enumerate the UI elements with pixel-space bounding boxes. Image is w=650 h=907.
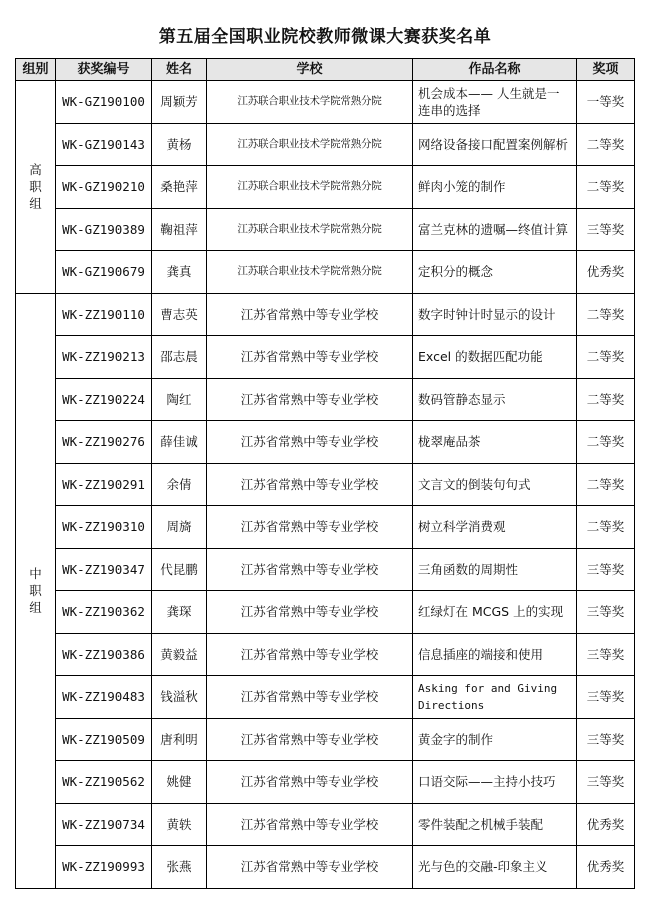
work-title-cell: 栊翠庵品茶	[413, 421, 577, 464]
work-title-cell: 数码管静态显示	[413, 378, 577, 421]
name-cell: 鞠祖萍	[152, 208, 207, 251]
table-row	[16, 676, 635, 719]
award-code-cell: WK-ZZ190110	[56, 293, 152, 336]
award-code-cell: WK-GZ190679	[56, 251, 152, 294]
name-cell: 黄轶	[152, 803, 207, 846]
table-body	[16, 81, 635, 889]
name-cell: 余倩	[152, 463, 207, 506]
work-title-cell: Excel 的数据匹配功能	[413, 336, 577, 379]
award-code-cell: WK-ZZ190734	[56, 803, 152, 846]
prize-cell: 二等奖	[577, 506, 635, 549]
work-title-cell: 光与色的交融-印象主义	[413, 846, 577, 889]
header-work-title: 作品名称	[413, 59, 577, 81]
work-title-cell: 红绿灯在 MCGS 上的实现	[413, 591, 577, 634]
table-row	[16, 208, 635, 251]
name-cell: 黄杨	[152, 123, 207, 166]
prize-cell: 优秀奖	[577, 803, 635, 846]
table-row	[16, 251, 635, 294]
group-cell	[16, 293, 56, 888]
work-title-cell: 树立科学消费观	[413, 506, 577, 549]
school-cell: 江苏省常熟中等专业学校	[207, 633, 413, 676]
table-row	[16, 633, 635, 676]
page-title: 第五届全国职业院校教师微课大赛获奖名单	[158, 27, 492, 47]
name-cell: 桑艳萍	[152, 166, 207, 209]
prize-cell: 二等奖	[577, 336, 635, 379]
award-code-cell: WK-ZZ190310	[56, 506, 152, 549]
school-cell: 江苏联合职业技术学院常熟分院	[207, 123, 413, 166]
table-row	[16, 336, 635, 379]
table-row	[16, 81, 635, 124]
award-code-cell: WK-ZZ190386	[56, 633, 152, 676]
school-cell: 江苏省常熟中等专业学校	[207, 761, 413, 804]
work-title-cell: 口语交际——主持小技巧	[413, 761, 577, 804]
work-title-cell: 网络设备接口配置案例解析	[413, 123, 577, 166]
award-code-cell: WK-ZZ190993	[56, 846, 152, 889]
name-cell: 姚健	[152, 761, 207, 804]
work-title-cell: 机会成本—— 人生就是一连串的选择	[413, 81, 577, 124]
table-row	[16, 803, 635, 846]
header-award-code: 获奖编号	[56, 59, 152, 81]
school-cell: 江苏省常熟中等专业学校	[207, 378, 413, 421]
school-cell: 江苏联合职业技术学院常熟分院	[207, 208, 413, 251]
prize-cell: 三等奖	[577, 761, 635, 804]
table-row	[16, 548, 635, 591]
award-code-cell: WK-ZZ190509	[56, 718, 152, 761]
prize-cell: 三等奖	[577, 676, 635, 719]
school-cell: 江苏省常熟中等专业学校	[207, 336, 413, 379]
name-cell: 曹志英	[152, 293, 207, 336]
award-table	[15, 58, 635, 889]
award-code-cell: WK-ZZ190362	[56, 591, 152, 634]
prize-cell: 三等奖	[577, 718, 635, 761]
work-title-cell: 文言文的倒装句句式	[413, 463, 577, 506]
table-header-row	[16, 59, 635, 81]
work-title-cell: 数字时钟计时显示的设计	[413, 293, 577, 336]
name-cell: 周颖芳	[152, 81, 207, 124]
school-cell: 江苏省常熟中等专业学校	[207, 421, 413, 464]
table-row	[16, 591, 635, 634]
award-code-cell: WK-ZZ190213	[56, 336, 152, 379]
group-label: 中职组	[29, 566, 42, 615]
header-school: 学校	[207, 59, 413, 81]
header-group: 组别	[16, 59, 56, 81]
award-code-cell: WK-ZZ190483	[56, 676, 152, 719]
table-row	[16, 378, 635, 421]
award-code-cell: WK-ZZ190562	[56, 761, 152, 804]
award-code-cell: WK-GZ190100	[56, 81, 152, 124]
prize-cell: 二等奖	[577, 123, 635, 166]
group-cell	[16, 81, 56, 294]
school-cell: 江苏省常熟中等专业学校	[207, 591, 413, 634]
school-cell: 江苏省常熟中等专业学校	[207, 548, 413, 591]
award-code-cell: WK-GZ190143	[56, 123, 152, 166]
name-cell: 薛佳诚	[152, 421, 207, 464]
award-code-cell: WK-ZZ190224	[56, 378, 152, 421]
work-title-cell: Asking for and Giving Directions	[413, 676, 577, 719]
prize-cell: 二等奖	[577, 463, 635, 506]
school-cell: 江苏省常熟中等专业学校	[207, 676, 413, 719]
school-cell: 江苏省常熟中等专业学校	[207, 463, 413, 506]
table-row	[16, 293, 635, 336]
school-cell: 江苏省常熟中等专业学校	[207, 293, 413, 336]
table-row	[16, 123, 635, 166]
prize-cell: 三等奖	[577, 591, 635, 634]
award-code-cell: WK-ZZ190291	[56, 463, 152, 506]
name-cell: 钱溢秋	[152, 676, 207, 719]
prize-cell: 优秀奖	[577, 846, 635, 889]
award-code-cell: WK-GZ190389	[56, 208, 152, 251]
work-title-cell: 信息插座的端接和使用	[413, 633, 577, 676]
table-row	[16, 506, 635, 549]
header-name: 姓名	[152, 59, 207, 81]
school-cell: 江苏省常熟中等专业学校	[207, 803, 413, 846]
school-cell: 江苏联合职业技术学院常熟分院	[207, 81, 413, 124]
name-cell: 张燕	[152, 846, 207, 889]
school-cell: 江苏联合职业技术学院常熟分院	[207, 166, 413, 209]
table-row	[16, 463, 635, 506]
table-row	[16, 166, 635, 209]
prize-cell: 三等奖	[577, 208, 635, 251]
name-cell: 龚真	[152, 251, 207, 294]
prize-cell: 一等奖	[577, 81, 635, 124]
header-prize: 奖项	[577, 59, 635, 81]
prize-cell: 三等奖	[577, 633, 635, 676]
prize-cell: 二等奖	[577, 421, 635, 464]
award-code-cell: WK-GZ190210	[56, 166, 152, 209]
name-cell: 陶红	[152, 378, 207, 421]
name-cell: 唐利明	[152, 718, 207, 761]
school-cell: 江苏省常熟中等专业学校	[207, 718, 413, 761]
school-cell: 江苏联合职业技术学院常熟分院	[207, 251, 413, 294]
name-cell: 邵志晨	[152, 336, 207, 379]
name-cell: 黄毅益	[152, 633, 207, 676]
prize-cell: 二等奖	[577, 166, 635, 209]
prize-cell: 优秀奖	[577, 251, 635, 294]
work-title-cell: 三角函数的周期性	[413, 548, 577, 591]
name-cell: 周旖	[152, 506, 207, 549]
school-cell: 江苏省常熟中等专业学校	[207, 846, 413, 889]
name-cell: 代昆鹏	[152, 548, 207, 591]
work-title-cell: 富兰克林的遗嘱—终值计算	[413, 208, 577, 251]
prize-cell: 三等奖	[577, 548, 635, 591]
table-row	[16, 421, 635, 464]
group-label: 高职组	[29, 162, 42, 212]
work-title-cell: 黄金字的制作	[413, 718, 577, 761]
work-title-cell: 鲜肉小笼的制作	[413, 166, 577, 209]
table-row	[16, 718, 635, 761]
school-cell: 江苏省常熟中等专业学校	[207, 506, 413, 549]
award-code-cell: WK-ZZ190347	[56, 548, 152, 591]
table-row	[16, 846, 635, 889]
prize-cell: 二等奖	[577, 378, 635, 421]
name-cell: 龚琛	[152, 591, 207, 634]
table-row	[16, 761, 635, 804]
award-code-cell: WK-ZZ190276	[56, 421, 152, 464]
work-title-cell: 定积分的概念	[413, 251, 577, 294]
work-title-cell: 零件装配之机械手装配	[413, 803, 577, 846]
prize-cell: 二等奖	[577, 293, 635, 336]
